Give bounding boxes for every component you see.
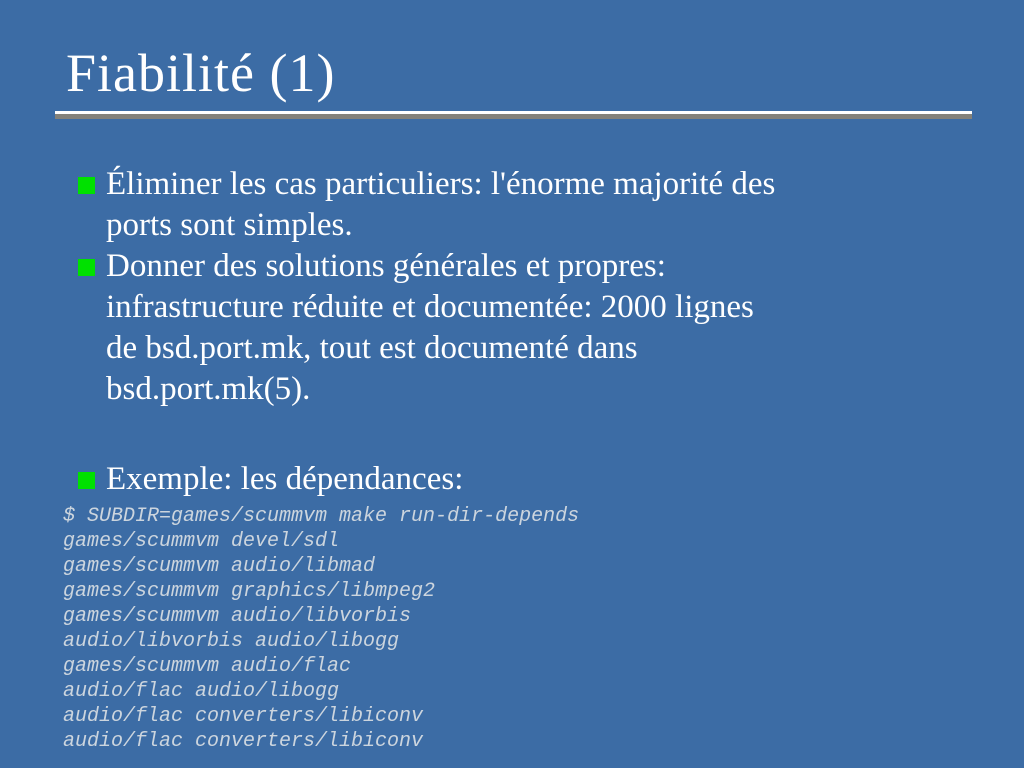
bullet-text-1 (106, 164, 978, 246)
bullet-line: Donner des solutions générales et propres: (106, 248, 666, 284)
bullet-line: ports sont simples. (106, 207, 353, 243)
title-underline-bottom (55, 114, 972, 119)
code-line: games/scummvm devel/sdl (63, 530, 340, 553)
bullet-line: Éliminer les cas particuliers: l'énorme majorité des (106, 166, 776, 202)
bullet-line: bsd.port.mk(5). (106, 371, 311, 407)
bullet-line: infrastructure réduite et documentée: 2000 lignes (106, 289, 754, 325)
bullet-square-icon (78, 259, 95, 276)
code-line: games/scummvm audio/libvorbis (63, 605, 412, 628)
code-line: audio/flac audio/libogg (63, 680, 340, 703)
code-line: audio/flac converters/libiconv (63, 705, 424, 728)
code-line: audio/libvorbis audio/libogg (63, 630, 400, 653)
bullet-item-3 (78, 459, 978, 500)
bullet-list (78, 164, 978, 500)
slide-title: Fiabilité (1) (66, 43, 336, 103)
bullet-item-2 (78, 246, 978, 410)
code-line: $ SUBDIR=games/scummvm make run-dir-depends (63, 505, 580, 528)
code-output-block (63, 504, 579, 754)
code-line: games/scummvm audio/libmad (63, 555, 376, 578)
bullet-text-3 (106, 459, 978, 500)
title-underline (55, 111, 972, 119)
bullet-text-2 (106, 246, 978, 410)
code-line: games/scummvm graphics/libmpeg2 (63, 580, 436, 603)
bullet-item-1 (78, 164, 978, 246)
bullet-line: de bsd.port.mk, tout est documenté dans (106, 330, 638, 366)
bullet-square-icon (78, 177, 95, 194)
bullet-square-icon (78, 472, 95, 489)
code-line: audio/flac converters/libiconv (63, 730, 424, 753)
code-line: games/scummvm audio/flac (63, 655, 352, 678)
bullet-line: Exemple: les dépendances: (106, 461, 464, 497)
